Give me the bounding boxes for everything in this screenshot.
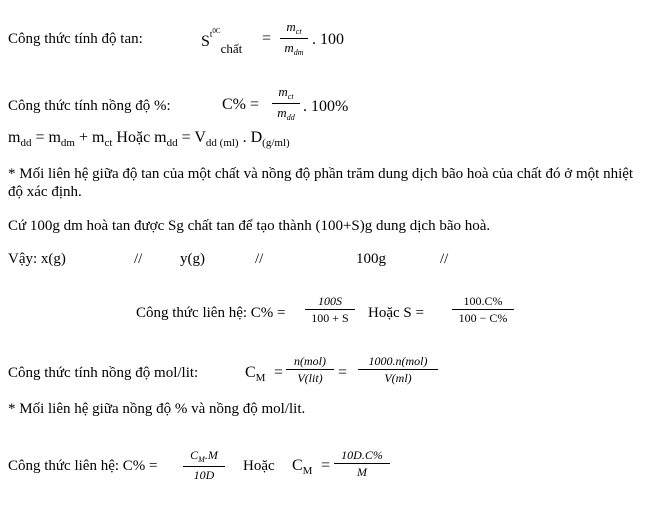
molar-eq-1: = <box>274 364 284 381</box>
solubility-equals: = <box>262 30 272 47</box>
link-formula-2-eq: = <box>321 457 331 474</box>
concentration-times: . 100% <box>303 98 349 115</box>
molar-label: Công thức tính nồng độ mol/lit: <box>8 365 199 381</box>
proportion-100g: 100g <box>356 251 386 267</box>
link-formula-2-or: Hoặc <box>243 458 275 474</box>
link-formula-1-label: Công thức liên hệ: C% = <box>136 305 286 321</box>
proportion-sep-2: // <box>255 251 264 267</box>
link-formula-1-or: Hoặc S = <box>368 305 424 321</box>
link-formula-1-frac-c: $\frac{100S}{100 + S}$ <box>305 295 355 324</box>
link-formula-1-frac-s: $\frac{100.C\%}{100 - C\%}$ <box>452 295 514 324</box>
proportion-sep-3: // <box>440 251 449 267</box>
solubility-label: Công thức tính độ tan: <box>8 31 143 47</box>
concentration-label: Công thức tính nồng độ %: <box>8 98 171 114</box>
link-formula-2-frac-cm: $\frac{10D.C\%}{M}$ <box>334 449 390 478</box>
dissolve-sentence: Cứ 100g dm hoà tan được Sg chất tan để tạo thành (100+S)g dung dịch bão hoà. <box>8 218 491 234</box>
solubility-formula-lhs: $S^{t^{0C}}_{chất}$ <box>201 27 243 56</box>
proportion-sep-1: // <box>134 251 143 267</box>
molar-fraction-2: 1000.n(mol) V(ml) <box>358 355 438 384</box>
solubility-fraction: $m_{ct}$ $m_{dm}$ <box>280 20 308 57</box>
molar-eq-2: = <box>338 364 348 381</box>
concentration-fraction: $m_{ct}$ $m_{dd}$ <box>272 85 300 122</box>
proportion-vay: Vậy: x(g) <box>8 251 66 267</box>
link-formula-2-cm: $C_M$ <box>292 457 313 477</box>
mass-formula: $m_{dd} = m_{dm} + m_{ct}$ Hoặc $m_{dd} = V_{dd (ml)}$ . $D_{(g/ml)}$ <box>8 129 290 149</box>
link-formula-2-label: Công thức liên hệ: C% = <box>8 458 158 474</box>
relation-note-2: * Mối liên hệ giữa nồng độ % và nồng độ mol/lit. <box>8 401 306 417</box>
proportion-y: y(g) <box>180 251 205 267</box>
solubility-times: . 100 <box>312 31 344 48</box>
link-formula-2-frac-c: $\frac{C_M.M}{10D}$ <box>183 449 225 481</box>
concentration-lhs: C% = <box>222 96 260 113</box>
relation-note-1: * Mối liên hệ giữa độ tan của một chất và nồng độ phần trăm dung dịch bão hoà của chất đó ở một nhiệt độ xác định. <box>8 166 634 200</box>
molar-fraction-1: n(mol) V(lit) <box>286 355 334 384</box>
molar-lhs: $C_M$ <box>245 364 266 384</box>
